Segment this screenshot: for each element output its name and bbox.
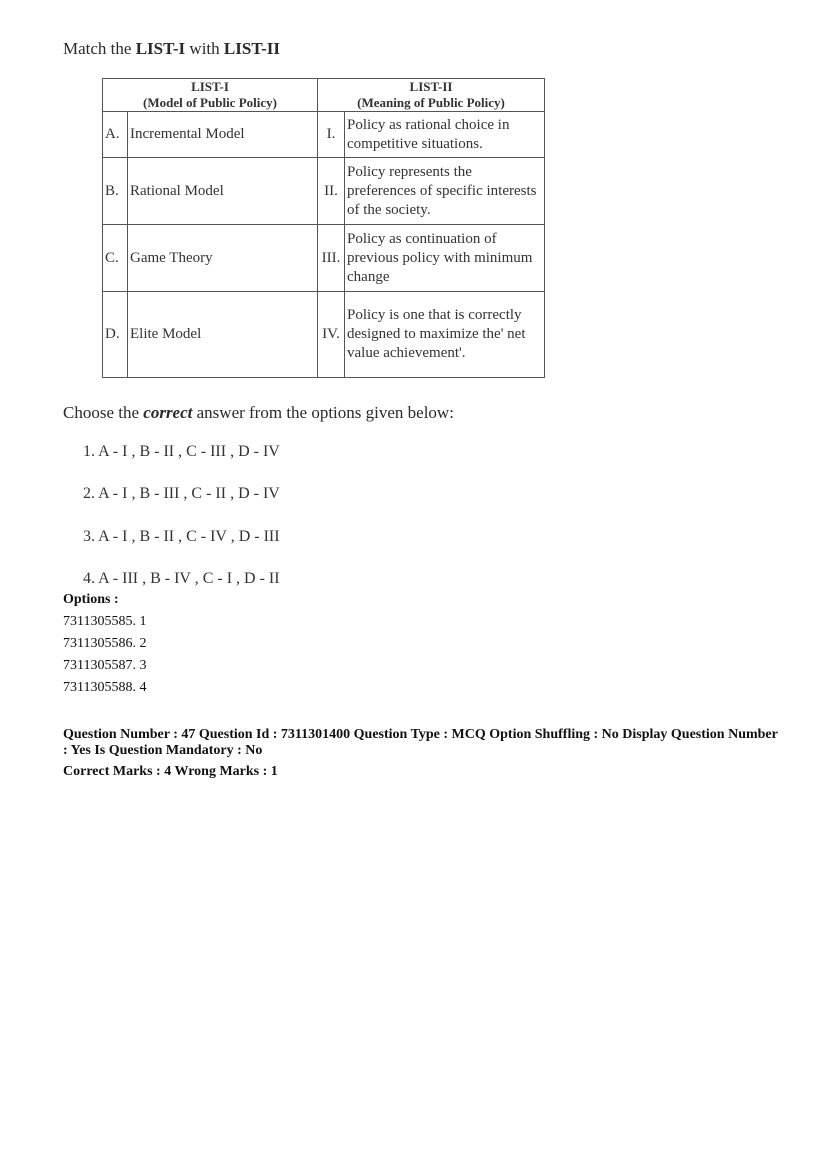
- row-meaning: Policy represents the preferences of specific interests of the society.: [345, 158, 545, 225]
- row-model: Elite Model: [128, 292, 318, 378]
- table-row: [103, 158, 545, 225]
- header-list1-title: LIST-I: [191, 79, 229, 94]
- table-row: [103, 292, 545, 378]
- options-label: Options :: [63, 592, 119, 607]
- answer-option-3: 3. A - I , B - II , C - IV , D - III: [83, 528, 280, 545]
- row-model: Incremental Model: [128, 112, 318, 158]
- title-mid: with: [185, 39, 224, 58]
- table-header-row: [103, 79, 545, 112]
- table-row: [103, 112, 545, 158]
- choose-emphasis: correct: [143, 403, 193, 422]
- option-id-1: 7311305585. 1: [63, 614, 147, 629]
- answer-option-4: 4. A - III , B - IV , C - I , D - II: [83, 570, 280, 587]
- row-letter: C.: [103, 225, 128, 292]
- row-letter: B.: [103, 158, 128, 225]
- option-id-4: 7311305588. 4: [63, 680, 147, 695]
- header-list1-subtitle: (Model of Public Policy): [143, 95, 277, 110]
- row-model: Rational Model: [128, 158, 318, 225]
- row-roman: II.: [318, 158, 345, 225]
- question-info: Question Number : 47 Question Id : 7311301400 Question Type : MCQ Option Shuffling : No Display Question Number : Yes Is Question Mandatory : No: [63, 727, 778, 758]
- title-list2: LIST-II: [223, 39, 280, 58]
- title-list1: LIST-I: [135, 39, 186, 58]
- header-list1: [103, 79, 318, 112]
- header-list2-title: LIST-II: [409, 79, 453, 94]
- question-title: [63, 39, 280, 59]
- choose-instruction: [63, 403, 454, 423]
- row-meaning: Policy as continuation of previous policy with minimum change: [345, 225, 545, 292]
- table-row: [103, 225, 545, 292]
- row-model: Game Theory: [128, 225, 318, 292]
- title-prefix: Match the: [63, 39, 136, 58]
- header-list2: [318, 79, 545, 112]
- choose-prefix: Choose the: [63, 403, 144, 422]
- row-roman: I.: [318, 112, 345, 158]
- option-id-2: 7311305586. 2: [63, 636, 147, 651]
- row-letter: A.: [103, 112, 128, 158]
- row-roman: IV.: [318, 292, 345, 378]
- match-table: [102, 78, 545, 378]
- row-letter: D.: [103, 292, 128, 378]
- row-roman: III.: [318, 225, 345, 292]
- row-meaning: Policy is one that is correctly designed to maximize the' net value achievement'.: [345, 292, 545, 378]
- option-id-3: 7311305587. 3: [63, 658, 147, 673]
- header-list2-subtitle: (Meaning of Public Policy): [357, 95, 505, 110]
- marks-info: Correct Marks : 4 Wrong Marks : 1: [63, 764, 278, 779]
- answer-option-1: 1. A - I , B - II , C - III , D - IV: [83, 443, 280, 460]
- answer-option-2: 2. A - I , B - III , C - II , D - IV: [83, 485, 280, 502]
- row-meaning: Policy as rational choice in competitive situations.: [345, 112, 545, 158]
- choose-suffix: answer from the options given below:: [192, 403, 454, 422]
